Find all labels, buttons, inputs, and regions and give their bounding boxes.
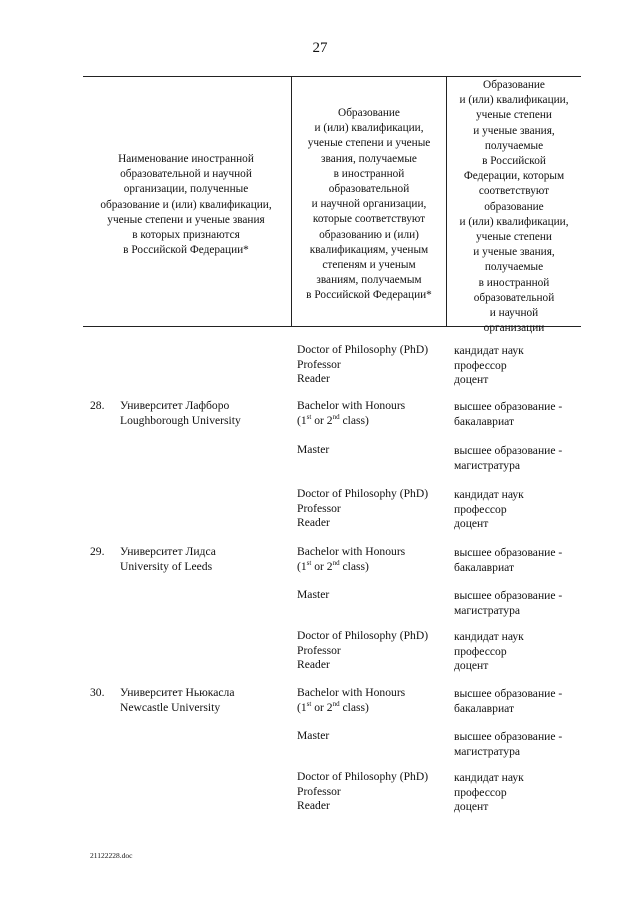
russian-line: доцент [454, 517, 489, 531]
foreign-line: Professor [297, 357, 341, 371]
header-col3-line: в Российской [482, 155, 546, 168]
header-col1-line: организации, полученные [123, 183, 249, 196]
header-col3-line: организации [483, 322, 545, 335]
header-col3-line: ученые степени [476, 231, 552, 244]
university-name [120, 545, 216, 574]
header-col3-line: соответствуют [478, 185, 550, 198]
header-col2-line: званиям, получаемым [316, 274, 422, 287]
russian-line: доцент [454, 800, 489, 814]
russian-line: высшее образование - [454, 730, 563, 743]
master-russian [454, 444, 562, 473]
russian-line: кандидат наук [454, 344, 524, 357]
header-col2-line: степеням и ученым [322, 259, 416, 272]
row-number: 30. [90, 686, 105, 699]
header-col3-line: и ученые звания, [473, 124, 555, 137]
university-name [120, 686, 234, 715]
header-col3-line: и (или) квалификации, [459, 94, 569, 107]
page-number: 27 [312, 40, 328, 56]
bachelor-foreign [297, 686, 405, 715]
header-top-rule [83, 76, 581, 77]
header-divider-right [446, 76, 447, 326]
header-col3-line: ученые степени [476, 109, 552, 122]
header-divider-left [291, 76, 292, 326]
doctor-russian [454, 771, 524, 815]
doctor-foreign [297, 343, 428, 387]
russian-line: высшее образование - [454, 444, 563, 457]
header-col2-line: образовательной [328, 183, 410, 196]
russian-line: доцент [454, 659, 489, 673]
doctor-foreign [297, 487, 428, 531]
foreign-line: Doctor of Philosophy (PhD) [297, 487, 429, 500]
russian-line: магистратура [454, 744, 521, 758]
russian-line: профессор [454, 502, 507, 516]
russian-line: бакалавриат [454, 414, 515, 428]
row-number: 28. [90, 399, 105, 412]
foreign-line: Doctor of Philosophy (PhD) [297, 770, 429, 783]
foreign-line: Reader [297, 372, 330, 386]
document-filename: 21122228.doc [90, 851, 133, 860]
foreign-line: Doctor of Philosophy (PhD) [297, 629, 429, 642]
header-col2-line: и научной организации, [311, 198, 427, 211]
russian-line: бакалавриат [454, 701, 515, 715]
russian-line: высшее образование - [454, 687, 563, 700]
header-col2-line: образованию и (или) [319, 228, 419, 241]
header-col3-line: и (или) квалификации, [459, 215, 569, 228]
master-foreign: Master [297, 443, 330, 456]
master-russian [454, 589, 562, 618]
russian-line: доцент [454, 373, 489, 387]
header-col2-line: квалификациям, ученым [309, 243, 429, 256]
russian-line: высшее образование - [454, 546, 563, 559]
university-ru: Университет Ньюкасла [120, 686, 235, 699]
university-name [120, 399, 241, 428]
bachelor-title: Bachelor with Honours [297, 686, 406, 699]
header-col2-line: ученые степени и ученые [307, 137, 431, 150]
foreign-line: Doctor of Philosophy (PhD) [297, 343, 429, 356]
foreign-line: Professor [297, 501, 341, 515]
header-col3-line: и ученые звания, [473, 246, 555, 259]
foreign-line: Professor [297, 784, 341, 798]
header-col3-line: и научной [489, 307, 539, 320]
master-foreign: Master [297, 729, 330, 742]
header-col2 [293, 106, 445, 304]
header-col1-line: в которых признаются [132, 229, 240, 242]
master-foreign: Master [297, 588, 330, 601]
russian-line: высшее образование - [454, 400, 563, 413]
header-col3-line: Федерации, которым [463, 170, 565, 183]
header-col2-line: в Российской Федерации* [306, 289, 432, 302]
doctor-foreign [297, 629, 428, 673]
bachelor-russian [454, 546, 562, 575]
university-ru: Университет Лафборо [120, 399, 230, 412]
bachelor-class: (1st or 2nd class) [297, 412, 369, 427]
header-col3-line: образовательной [473, 291, 555, 304]
russian-line: профессор [454, 644, 507, 658]
university-en: University of Leeds [120, 559, 213, 573]
master-russian [454, 730, 562, 759]
foreign-line: Reader [297, 799, 330, 813]
doctor-russian [454, 630, 524, 674]
doctor-russian [454, 344, 524, 388]
header-col2-line: которые соответствуют [312, 213, 426, 226]
header-col2-line: и (или) квалификации, [314, 122, 424, 135]
russian-line: магистратура [454, 603, 521, 617]
bachelor-foreign [297, 545, 405, 574]
header-col1-line: Наименование иностранной [118, 153, 254, 165]
bachelor-russian [454, 400, 562, 429]
row-number: 29. [90, 545, 105, 558]
header-col3 [448, 78, 580, 336]
bachelor-title: Bachelor with Honours [297, 545, 406, 558]
doctor-russian [454, 488, 524, 532]
russian-line: кандидат наук [454, 630, 524, 643]
russian-line: профессор [454, 358, 507, 372]
header-col2-line: звания, получаемые [321, 152, 417, 165]
foreign-line: Professor [297, 643, 341, 657]
russian-line: профессор [454, 785, 507, 799]
header-col1-line: в Российской Федерации* [123, 244, 249, 257]
header-col1-line: образовательной и научной [120, 168, 252, 181]
header-col3-line: в иностранной [478, 276, 550, 289]
university-ru: Университет Лидса [120, 545, 216, 558]
russian-line: бакалавриат [454, 560, 515, 574]
bachelor-class: (1st or 2nd class) [297, 699, 369, 714]
bachelor-class: (1st or 2nd class) [297, 558, 369, 573]
bachelor-foreign [297, 399, 405, 428]
bachelor-title: Bachelor with Honours [297, 399, 406, 412]
header-col3-line: Образование [483, 79, 545, 91]
header-col3-line: получаемые [484, 139, 544, 152]
foreign-line: Reader [297, 516, 330, 530]
doctor-foreign [297, 770, 428, 814]
bachelor-russian [454, 687, 562, 716]
header-col1-line: ученые степени и ученые звания [107, 213, 265, 226]
header-col1-line: образование и (или) квалификации, [100, 198, 272, 211]
university-en: Newcastle University [120, 700, 221, 714]
header-col3-line: образование [484, 200, 544, 213]
header-col3-line: получаемые [484, 261, 544, 274]
header-col1 [86, 152, 286, 258]
russian-line: магистратура [454, 458, 521, 472]
university-en: Loughborough University [120, 413, 241, 427]
russian-line: кандидат наук [454, 771, 524, 784]
russian-line: кандидат наук [454, 488, 524, 501]
header-col2-line: в иностранной [333, 167, 405, 180]
foreign-line: Reader [297, 658, 330, 672]
header-col2-line: Образование [338, 107, 400, 119]
russian-line: высшее образование - [454, 589, 563, 602]
